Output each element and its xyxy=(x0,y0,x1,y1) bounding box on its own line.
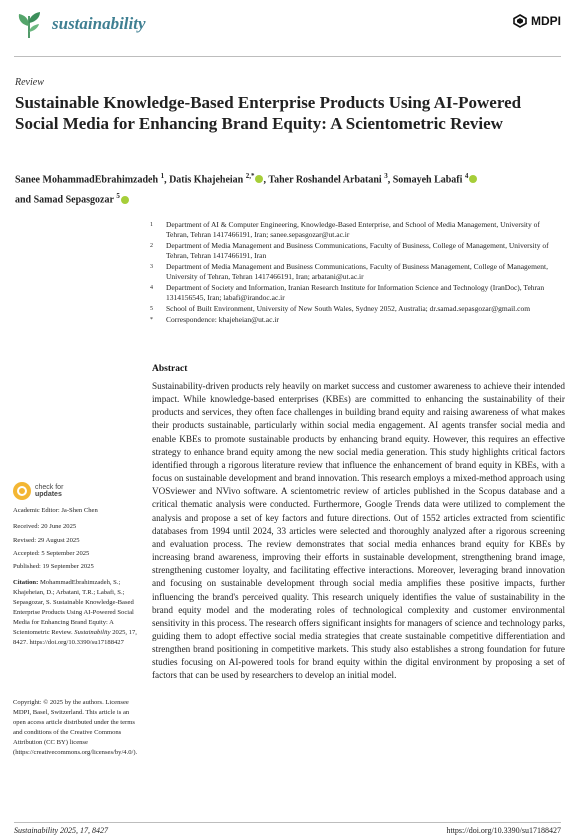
affiliation-text: Department of Society and Information, Iranian Research Institute for Information Science and Technology (IranDoc), Tehran 1314156545, Iran; labafi@irandoc.ac.ir xyxy=(166,283,545,302)
publisher-name: MDPI xyxy=(531,14,561,28)
author-name[interactable]: Somayeh Labafi xyxy=(392,174,463,186)
orcid-icon[interactable] xyxy=(255,175,263,183)
correspondence-text: Correspondence: khajeheian@ut.ac.ir xyxy=(166,315,279,324)
orcid-icon[interactable] xyxy=(469,175,477,183)
affiliation-item xyxy=(150,315,560,325)
footer-doi-link[interactable]: https://doi.org/10.3390/su17188427 xyxy=(446,826,561,835)
orcid-icon[interactable] xyxy=(121,196,129,204)
author-name[interactable]: Taher Roshandel Arbatani xyxy=(268,174,382,186)
check-for-updates-line: updates xyxy=(35,491,62,498)
accepted-date: Accepted: 5 September 2025 xyxy=(13,550,90,557)
affiliation-number: 2 xyxy=(150,243,153,249)
affiliation-text: Department of Media Management and Business Communications, Faculty of Business Management, College of Management, University of Tehran, Tehran 1417466191, Iran; arbatani@ut.ac.ir xyxy=(166,262,549,281)
publisher-logo xyxy=(513,14,561,28)
footer-divider xyxy=(14,822,561,823)
footer-citation: Sustainability 2025, 17, 8427 xyxy=(14,826,108,835)
affiliation-item xyxy=(150,241,560,261)
article-type: Review xyxy=(15,77,44,88)
header-divider xyxy=(14,56,561,57)
citation-label: Citation: xyxy=(13,579,39,586)
abstract-heading: Abstract xyxy=(152,364,188,374)
author-affiliation-mark: 1 xyxy=(160,172,165,180)
affiliation-number: 3 xyxy=(150,264,153,270)
author-list: Sanee MohammadEbrahimzadeh $^1$, Datis Khajeheian $^{2,*}$ , Taher Roshandel Arbatani $^3$, Somayeh Labafi $^4$ and Samad Sepasgozar $^5$ xyxy=(15,168,560,209)
author-conjunction: and xyxy=(15,194,32,206)
check-for-updates-line: check for xyxy=(35,483,64,491)
affiliation-number: * xyxy=(150,317,153,323)
affiliation-item xyxy=(150,220,560,240)
author-name[interactable]: Sanee MohammadEbrahimzadeh xyxy=(15,174,159,186)
author-affiliation-mark: 3 xyxy=(384,172,388,180)
journal-name: sustainability xyxy=(52,14,146,33)
author-name[interactable]: Samad Sepasgozar xyxy=(33,194,114,206)
author-affiliation-mark: 5 xyxy=(116,192,120,201)
author-affiliation-mark: 2,* xyxy=(245,172,255,180)
author-affiliation-mark: 4 xyxy=(464,172,469,180)
check-for-updates-badge[interactable] xyxy=(13,482,63,500)
affiliation-text: School of Built Environment, University of New South Wales, Sydney 2052, Australia; dr.samad.sepasgozar@gmail.com xyxy=(166,304,531,313)
affiliations xyxy=(150,220,560,326)
revised-date: Revised: 29 August 2025 xyxy=(13,537,80,544)
affiliation-text: Department of Media Management and Business Communications, Faculty of Business, College of Management, University of Tehran, Tehran 1417466191, Iran xyxy=(166,241,549,260)
academic-editor: Academic Editor: Ja-Shen Chen xyxy=(13,507,98,514)
citation-block xyxy=(13,578,138,648)
affiliation-item xyxy=(150,283,560,303)
received-date: Received: 20 June 2025 xyxy=(13,523,77,530)
mdpi-logo-icon xyxy=(513,14,527,28)
citation-text: MohammadEbrahimzadeh, S.; Khajeheian, D.; Arbatani, T.R.; Labafi, S.; Sepasgozar, S. Sustainable Knowledge-Based Enterprise Products Using AI-Powered Social Media for Enhancing Brand Equity: A Scientometric Review. xyxy=(13,579,134,636)
citation-journal: Sustainability xyxy=(74,629,111,636)
copyright-block: Copyright: © 2025 by the authors. Licensee MDPI, Basel, Switzerland. This article is an open access article distributed under the terms and conditions of the Creative Commons Attribution (CC BY) license (https://creativecommons.org/licenses/by/4.0/). xyxy=(13,699,138,756)
published-date: Published: 19 September 2025 xyxy=(13,563,94,570)
abstract-body: Sustainability-driven products rely heavily on market success and customer awareness to achieve their intended impact. While knowledge-based enterprises (KBEs) are committed to enhancing the sustainability of their products and services, they often face challenges in building brand equity and raising awareness of what makes their products sustainable, particularly within social media engagement. AI agents transfer social media and enable KBEs to promote sustainable products by enhancing brand equity. However, this requires an effective strategy to enhance brand equity among the new social media generation. This study highlights critical factors identified through a rigorous literature review that influence the enhancement of brand equity in KBEs, with a focus on sustainable development and brand innovation. This research employs a mixed-method approach using VOSviewer and NVivo software. A scientometric review of articles published in the Scopus database and a critical thematic analysis were conducted. Furthermore, Google Trends data were utilized to complement the analysis and propose a set of key factors and future directions. Out of 1552 articles extracted from scientific databases from 1994 until 2024, 33 articles were selected and thoroughly analyzed after a rigorous screening and evaluation process. The review demonstrates that social media enhances brand equity for KBEs by increasing brand awareness, improving their efforts in sustainable development, strengthening brand image, strengthening customer loyalty, and facilitating effective interactions. Moreover, leveraging brand innovation and focusing on sustainable development through social media amplifies these positive impacts, further influencing the brand's perceived quality. This research uniquely identifies the value of sustainability in the brand equity model and the moderating roles of technological complexity and customer environmental sensitivity in this process. The research offers significant insights for managers of science and technology parks, guiding them to adopt effective social media strategies that create sustainable competitive differentiation and strengthen brand positioning in competitive markets. This study also establishes a strong foundation for future studies focusing on AI-powered tools for brand equity within the digital environment by proposing a set of factors that can be used by researchers to develop an initial model. xyxy=(152,381,565,681)
author-name[interactable]: Datis Khajeheian xyxy=(169,174,244,186)
citation-doi[interactable]: 2025, 17, 8427. https://doi.org/10.3390/su17188427 xyxy=(13,629,137,646)
affiliation-item xyxy=(150,262,560,282)
article-title: Sustainable Knowledge-Based Enterprise Products Using AI-Powered Social Media for Enhancing Brand Equity: A Scientometric Review xyxy=(15,93,522,133)
check-for-updates-icon xyxy=(13,482,31,500)
journal-logo-icon xyxy=(14,10,44,40)
affiliation-number: 4 xyxy=(150,285,153,291)
affiliation-item xyxy=(150,304,560,314)
affiliation-text: Department of AI & Computer Engineering, Knowledge-Based Enterprise, and School of Media Management, University of Tehran, Tehran 1417466191, Iran; sanee.sepasgozar@ut.ac.ir xyxy=(166,220,540,239)
affiliation-number: 5 xyxy=(150,306,153,312)
affiliation-number: 1 xyxy=(150,222,153,228)
